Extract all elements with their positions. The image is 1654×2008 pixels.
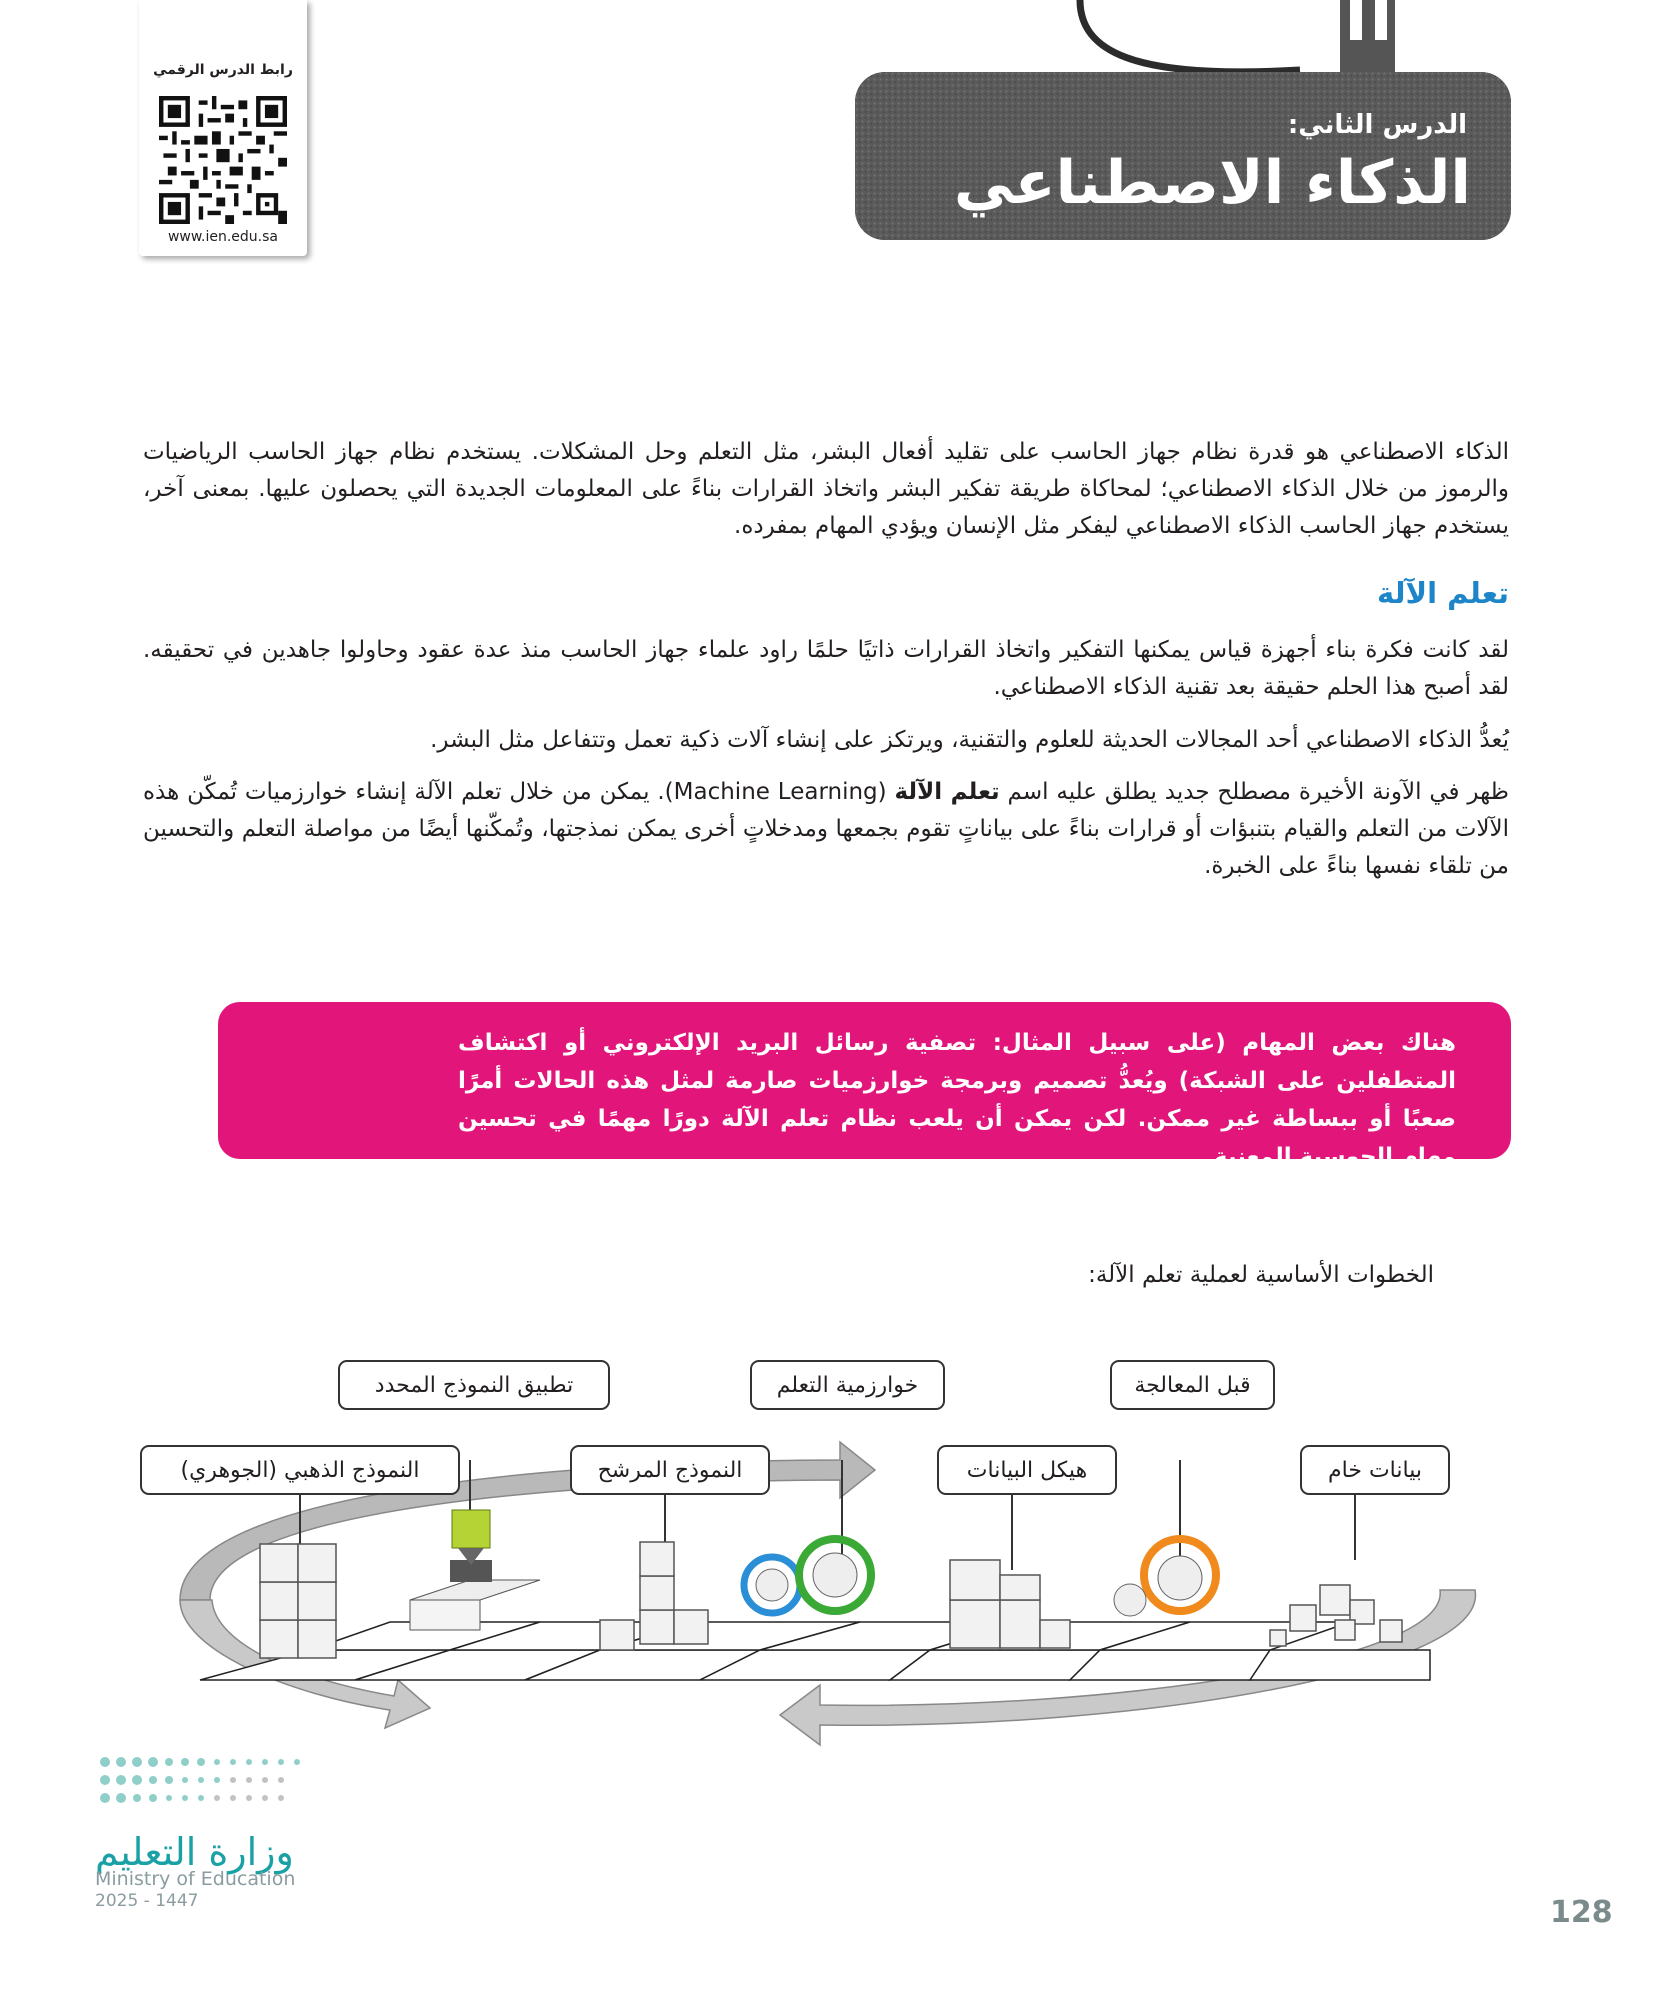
label-learning-algorithm: خوارزمية التعلم [750, 1360, 945, 1410]
note-box [218, 1002, 1511, 1170]
note-text: هناك بعض المهام (على سبيل المثال: تصفية رسائل البريد الإلكتروني أو اكتشاف المتطفلين على الشبكة) ويُعدُّ تصميم وبرمجة خوارزميات صارمة لمثل هذه الحالات أمرًا صعبًا أو ببساطة غير ممكن. لكن يمكن أن يلعب نظام تعلم الآلة دورًا مهمًا في تحسين مهام الحوسبة المعنية. [458, 1030, 1456, 1170]
label-raw-data: بيانات خام [1300, 1445, 1450, 1495]
label-preprocessing: قبل المعالجة [1110, 1360, 1275, 1410]
qr-code-icon[interactable] [159, 96, 287, 224]
paragraph-3 [143, 774, 1509, 885]
ministry-arabic-name: وزارة التعليم [95, 1830, 294, 1874]
lesson-title-banner [855, 72, 1511, 240]
machine-learning-term: تعلم الآلة [894, 779, 1000, 805]
page-number: 128 [1550, 1895, 1613, 1930]
data-structure-cubes [950, 1560, 1070, 1648]
gears-graphic [744, 1539, 871, 1613]
diagram-caption: الخطوات الأساسية لعملية تعلم الآلة: [1088, 1262, 1434, 1288]
tile-11 [1070, 1650, 1270, 1680]
tile-13 [1250, 1650, 1430, 1680]
label-golden-model: النموذج الذهبي (الجوهري) [140, 1445, 460, 1495]
ministry-logo-dots [95, 1752, 315, 1820]
ministry-year: 2025 - 1447 [95, 1891, 199, 1911]
ml-process-diagram [140, 1350, 1520, 1800]
intro-paragraph: الذكاء الاصطناعي هو قدرة نظام جهاز الحاسب على تقليد أفعال البشر، مثل التعلم وحل المشكلات. يستخدم نظام جهاز الحاسب الرياضيات والرموز من خلال الذكاء الاصطناعي؛ لمحاكاة طريقة تفكير البشر واتخاذ القرارات بناءً على المعلومات الجديدة التي يحصلون عليها. بمعنى آخر، يستخدم جهاز الحاسب الذكاء الاصطناعي ليفكر مثل الإنسان ويؤدي المهام بمفرده. [143, 439, 1509, 539]
paragraph-3-part2: (Machine Learning). يمكن من خلال تعلم الآلة إنشاء خوارزميات تُمكّن هذه الآلات من التعلم والقيام بتنبؤات أو قرارات بناءً على بياناتٍ تقوم بجمعها ومدخلاتٍ أخرى يمكن نمذجتها، وتُمكّنها أيضًا من مواصلة التعلم والتحسين من تلقاء نفسها بناءً على الخبرة. [143, 779, 1509, 879]
lesson-subtitle: الدرس الثاني: [1287, 110, 1467, 140]
paragraph-3-part1: ظهر في الآونة الأخيرة مصطلح جديد يطلق عليه اسم [999, 779, 1509, 805]
qr-url[interactable]: www.ien.edu.sa [167, 229, 279, 245]
preprocessing-gear [1114, 1539, 1216, 1616]
qr-label: رابط الدرس الرقمي [153, 62, 293, 78]
label-candidate-model: النموذج المرشح [570, 1445, 770, 1495]
candidate-model-cubes [600, 1542, 708, 1650]
ministry-english-name: Ministry of Education [95, 1868, 296, 1890]
golden-model-cubes [260, 1544, 336, 1658]
paragraph-1: لقد كانت فكرة بناء أجهزة قياس يمكنها التفكير واتخاذ القرارات ذاتيًا حلمًا راود علماء جهاز الحاسب منذ عدة عقود وحاولوا جاهدين في تحقيقه. لقد أصبح هذا الحلم حقيقة بعد تقنية الذكاء الاصطناعي. [143, 637, 1509, 700]
label-apply-model: تطبيق النموذج المحدد [338, 1360, 610, 1410]
lesson-title: الذكاء الاصطناعي [953, 148, 1471, 218]
label-data-structure: هيكل البيانات [937, 1445, 1117, 1495]
diagram-graphics [140, 1350, 1520, 1800]
press-graphic [410, 1510, 540, 1630]
paragraph-2: يُعدُّ الذكاء الاصطناعي أحد المجالات الحديثة للعلوم والتقنية، ويرتكز على إنشاء آلات ذكية تعمل وتتفاعل مثل البشر. [430, 727, 1509, 753]
qr-card[interactable] [139, 0, 307, 256]
section-heading: تعلم الآلة [1377, 576, 1509, 610]
